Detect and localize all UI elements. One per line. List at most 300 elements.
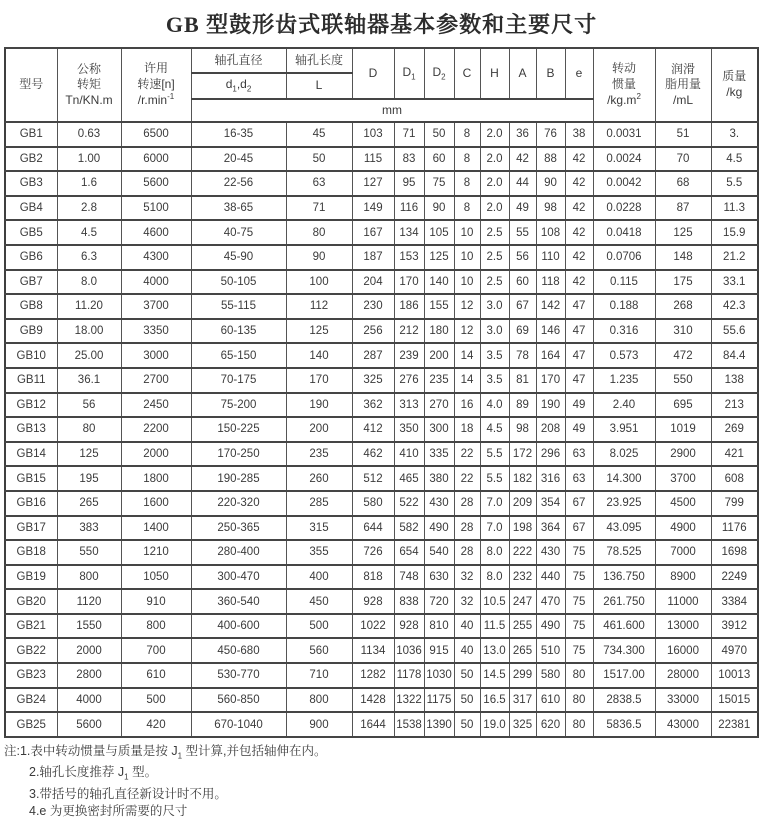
cell: 3700 [121, 294, 191, 319]
cell: 49 [565, 417, 593, 442]
cell: 43000 [655, 712, 711, 737]
cell: 125 [424, 245, 454, 270]
cell: GB17 [5, 516, 57, 541]
cell: 800 [286, 688, 352, 713]
cell: 6500 [121, 122, 191, 147]
cell: 110 [536, 245, 565, 270]
cell: 88 [536, 147, 565, 172]
cell: 28 [454, 540, 480, 565]
cell: 1322 [394, 688, 424, 713]
cell: 2.5 [480, 245, 509, 270]
cell: 56 [509, 245, 536, 270]
cell: 63 [565, 442, 593, 467]
table-row [5, 663, 758, 688]
header-d1-subscript: 1 [232, 84, 237, 94]
cell: 213 [711, 393, 758, 418]
cell: 12 [454, 319, 480, 344]
cell: 138 [711, 368, 758, 393]
header-row-1 [5, 48, 758, 73]
cell: GB22 [5, 638, 57, 663]
cell: 148 [655, 245, 711, 270]
cell: 410 [394, 442, 424, 467]
notes [4, 743, 763, 819]
cell: 8.025 [593, 442, 655, 467]
cell: 200 [286, 417, 352, 442]
cell: 8.0 [480, 540, 509, 565]
cell: 285 [286, 491, 352, 516]
cell: 734.300 [593, 638, 655, 663]
cell: 8 [454, 171, 480, 196]
cell: 80 [565, 663, 593, 688]
header-inertia-unit: /kg.m [607, 93, 637, 108]
cell: 42 [565, 171, 593, 196]
cell: 103 [352, 122, 394, 147]
cell: 90 [424, 196, 454, 221]
cell: 250-365 [191, 516, 286, 541]
cell: 40-75 [191, 220, 286, 245]
cell: 0.0042 [593, 171, 655, 196]
cell: 654 [394, 540, 424, 565]
cell: 33000 [655, 688, 711, 713]
cell: 440 [536, 565, 565, 590]
header-bore-length [286, 48, 352, 73]
cell: 7000 [655, 540, 711, 565]
cell: 209 [509, 491, 536, 516]
cell: 235 [286, 442, 352, 467]
cell: 23.925 [593, 491, 655, 516]
cell: 116 [394, 196, 424, 221]
cell: 11.20 [57, 294, 121, 319]
header-dim-D1-subscript: 1 [411, 72, 416, 81]
cell: 2.40 [593, 393, 655, 418]
header-dim-e-label: e [575, 65, 583, 80]
cell: 4.5 [480, 417, 509, 442]
cell: 608 [711, 466, 758, 491]
cell: 60-135 [191, 319, 286, 344]
cell: 580 [536, 663, 565, 688]
cell: 430 [424, 491, 454, 516]
cell: 18.00 [57, 319, 121, 344]
cell: 2700 [121, 368, 191, 393]
cell: 80 [57, 417, 121, 442]
cell: 1175 [424, 688, 454, 713]
cell: 42 [509, 147, 536, 172]
cell: 12 [454, 294, 480, 319]
cell: 4600 [121, 220, 191, 245]
cell: 910 [121, 589, 191, 614]
cell: 630 [424, 565, 454, 590]
cell: 75 [424, 171, 454, 196]
header-speed-line2: 转速[n] [137, 76, 175, 91]
header-inertia-line2: 惯量 [611, 76, 636, 91]
table-row [5, 171, 758, 196]
header-L-label: L [315, 78, 323, 93]
cell: GB10 [5, 343, 57, 368]
cell: 146 [536, 319, 565, 344]
table-row [5, 245, 758, 270]
cell: 15.9 [711, 220, 758, 245]
cell: 45 [286, 122, 352, 147]
table-row [5, 319, 758, 344]
cell: 383 [57, 516, 121, 541]
cell: 280-400 [191, 540, 286, 565]
cell: 928 [394, 614, 424, 639]
cell: 47 [565, 368, 593, 393]
cell: 3. [711, 122, 758, 147]
cell: 67 [565, 516, 593, 541]
note-line-3 [4, 786, 763, 803]
cell: 335 [424, 442, 454, 467]
cell: 8.0 [57, 270, 121, 295]
cell: 222 [509, 540, 536, 565]
cell: 198 [509, 516, 536, 541]
cell: 187 [352, 245, 394, 270]
cell: 3.0 [480, 319, 509, 344]
cell: 300 [424, 417, 454, 442]
cell: 0.63 [57, 122, 121, 147]
cell: 2.5 [480, 220, 509, 245]
cell: 50-105 [191, 270, 286, 295]
cell: 315 [286, 516, 352, 541]
cell: 1390 [424, 712, 454, 737]
cell: 695 [655, 393, 711, 418]
cell: 1800 [121, 466, 191, 491]
cell: 799 [711, 491, 758, 516]
cell: GB20 [5, 589, 57, 614]
cell: 0.0706 [593, 245, 655, 270]
table-row [5, 466, 758, 491]
cell: GB8 [5, 294, 57, 319]
cell: 50 [286, 147, 352, 172]
cell: 560-850 [191, 688, 286, 713]
cell: 47 [565, 294, 593, 319]
cell: 98 [536, 196, 565, 221]
note-1-text: 注:1.表中转动惯量与质量是按 J [4, 743, 178, 758]
cell: 68 [655, 171, 711, 196]
cell: 1019 [655, 417, 711, 442]
header-bore-diameter-symbols [191, 73, 286, 99]
cell: 16-35 [191, 122, 286, 147]
cell: 6000 [121, 147, 191, 172]
cell: 186 [394, 294, 424, 319]
table-header [5, 48, 758, 122]
cell: 127 [352, 171, 394, 196]
header-speed [121, 48, 191, 122]
cell: 67 [565, 491, 593, 516]
cell: 2.5 [480, 270, 509, 295]
cell: 190-285 [191, 466, 286, 491]
header-d2-subscript: 2 [246, 84, 252, 94]
cell: 412 [352, 417, 394, 442]
header-d2-base: ,d [236, 77, 247, 92]
header-torque-line3: Tn/KN.m [65, 92, 113, 107]
cell: 4000 [121, 270, 191, 295]
table-row [5, 565, 758, 590]
cell: 28 [454, 491, 480, 516]
header-model-label: 型号 [19, 77, 44, 92]
cell: 3700 [655, 466, 711, 491]
cell: 13.0 [480, 638, 509, 663]
header-torque [57, 48, 121, 122]
header-dim-D1-base: D [402, 64, 412, 79]
note-2-subscript: 1 [124, 772, 129, 782]
header-dim-A [509, 48, 536, 99]
table-row [5, 688, 758, 713]
cell: 19.0 [480, 712, 509, 737]
header-inertia-line3 [595, 92, 654, 109]
cell: 0.115 [593, 270, 655, 295]
cell: 195 [57, 466, 121, 491]
header-dim-D [352, 48, 394, 99]
cell: 98 [509, 417, 536, 442]
cell: 142 [536, 294, 565, 319]
cell: 461.600 [593, 614, 655, 639]
cell: 112 [286, 294, 352, 319]
cell: 170-250 [191, 442, 286, 467]
cell: 3000 [121, 343, 191, 368]
cell: 550 [57, 540, 121, 565]
header-inertia-exponent: 2 [636, 92, 641, 102]
cell: 55-115 [191, 294, 286, 319]
cell: 11.3 [711, 196, 758, 221]
cell: GB2 [5, 147, 57, 172]
table-row [5, 122, 758, 147]
cell: 78 [509, 343, 536, 368]
table-row [5, 294, 758, 319]
cell: 0.0228 [593, 196, 655, 221]
table-row [5, 712, 758, 737]
cell: 208 [536, 417, 565, 442]
cell: 2.0 [480, 171, 509, 196]
cell: 22 [454, 442, 480, 467]
cell: 512 [352, 466, 394, 491]
cell: 450-680 [191, 638, 286, 663]
table-row [5, 540, 758, 565]
cell: 560 [286, 638, 352, 663]
header-bore-length-symbol [286, 73, 352, 99]
note-1-subscript: 1 [177, 751, 183, 761]
cell: 3.0 [480, 294, 509, 319]
header-dim-H [480, 48, 509, 99]
cell: 11000 [655, 589, 711, 614]
note-line-2 [4, 764, 763, 786]
cell: 2900 [655, 442, 711, 467]
cell: 75-200 [191, 393, 286, 418]
cell: 261.750 [593, 589, 655, 614]
cell: 32 [454, 589, 480, 614]
header-d1-base: d [225, 77, 233, 92]
cell: 164 [536, 343, 565, 368]
cell: 0.0024 [593, 147, 655, 172]
cell: 5600 [57, 712, 121, 737]
cell: 60 [424, 147, 454, 172]
cell: 0.0031 [593, 122, 655, 147]
cell: 4.5 [57, 220, 121, 245]
cell: 2000 [121, 442, 191, 467]
cell: 45-90 [191, 245, 286, 270]
cell: 8 [454, 147, 480, 172]
cell: 55.6 [711, 319, 758, 344]
table-row [5, 220, 758, 245]
cell: 42 [565, 270, 593, 295]
cell: 15015 [711, 688, 758, 713]
cell: 1517.00 [593, 663, 655, 688]
cell: 2.8 [57, 196, 121, 221]
cell: 63 [286, 171, 352, 196]
cell: 915 [424, 638, 454, 663]
cell: 462 [352, 442, 394, 467]
cell: 180 [424, 319, 454, 344]
cell: 3.5 [480, 343, 509, 368]
table-row [5, 368, 758, 393]
cell: 8 [454, 122, 480, 147]
header-dim-H-label: H [490, 65, 499, 80]
header-dim-D2-subscript: 2 [441, 72, 446, 81]
cell: 10 [454, 245, 480, 270]
table-row [5, 147, 758, 172]
cell: 255 [509, 614, 536, 639]
cell: GB12 [5, 393, 57, 418]
cell: 81 [509, 368, 536, 393]
cell: GB21 [5, 614, 57, 639]
header-speed-line3 [123, 92, 190, 109]
cell: 235 [424, 368, 454, 393]
table-row [5, 491, 758, 516]
cell: 1022 [352, 614, 394, 639]
cell: 167 [352, 220, 394, 245]
cell: 42 [565, 196, 593, 221]
header-torque-line2: 转矩 [76, 77, 101, 92]
cell: 71 [286, 196, 352, 221]
cell: 239 [394, 343, 424, 368]
cell: 1036 [394, 638, 424, 663]
cell: 0.316 [593, 319, 655, 344]
table-row [5, 638, 758, 663]
table-row [5, 393, 758, 418]
cell: 350 [394, 417, 424, 442]
table-row [5, 196, 758, 221]
cell: 80 [286, 220, 352, 245]
header-dim-D1 [394, 48, 424, 99]
cell: 75 [565, 638, 593, 663]
cell: 14.5 [480, 663, 509, 688]
note-4-text: 4.e 为更换密封所需要的尺寸 [29, 803, 188, 818]
cell: 360-540 [191, 589, 286, 614]
cell: 256 [352, 319, 394, 344]
cell: 2000 [57, 638, 121, 663]
cell: 1178 [394, 663, 424, 688]
cell: 4300 [121, 245, 191, 270]
cell: 3.5 [480, 368, 509, 393]
cell: 3350 [121, 319, 191, 344]
cell: 1538 [394, 712, 424, 737]
cell: 4500 [655, 491, 711, 516]
note-3-text: 3.带括号的轴孔直径新设计时不用。 [29, 786, 227, 801]
cell: 43.095 [593, 516, 655, 541]
cell: 1600 [121, 491, 191, 516]
cell: 580 [352, 491, 394, 516]
cell: 170 [536, 368, 565, 393]
cell: 42 [565, 245, 593, 270]
cell: 1.235 [593, 368, 655, 393]
cell: 16000 [655, 638, 711, 663]
cell: 40 [454, 614, 480, 639]
cell: 115 [352, 147, 394, 172]
cell: 1210 [121, 540, 191, 565]
cell: 8 [454, 196, 480, 221]
cell: 28000 [655, 663, 711, 688]
cell: 50 [454, 688, 480, 713]
cell: 65-150 [191, 343, 286, 368]
cell: GB7 [5, 270, 57, 295]
cell: 1282 [352, 663, 394, 688]
cell: 47 [565, 319, 593, 344]
cell: GB13 [5, 417, 57, 442]
cell: 75 [565, 540, 593, 565]
table-row [5, 417, 758, 442]
cell: 105 [424, 220, 454, 245]
header-grease-line1: 润滑 [670, 61, 695, 76]
cell: 800 [57, 565, 121, 590]
header-dim-e [565, 48, 593, 99]
cell: 40 [454, 638, 480, 663]
cell: 175 [655, 270, 711, 295]
cell: 610 [121, 663, 191, 688]
header-unit-mm [191, 99, 593, 122]
cell: 18 [454, 417, 480, 442]
cell: 1644 [352, 712, 394, 737]
cell: 450 [286, 589, 352, 614]
table-row [5, 589, 758, 614]
cell: GB11 [5, 368, 57, 393]
cell: 470 [536, 589, 565, 614]
cell: 21.2 [711, 245, 758, 270]
cell: 7.0 [480, 516, 509, 541]
cell: 10 [454, 270, 480, 295]
table-row [5, 614, 758, 639]
cell: 155 [424, 294, 454, 319]
cell: 270 [424, 393, 454, 418]
cell: 362 [352, 393, 394, 418]
cell: 325 [509, 712, 536, 737]
cell: 421 [711, 442, 758, 467]
cell: 182 [509, 466, 536, 491]
cell: 42.3 [711, 294, 758, 319]
cell: GB16 [5, 491, 57, 516]
cell: GB24 [5, 688, 57, 713]
cell: GB1 [5, 122, 57, 147]
header-speed-exponent: -1 [167, 92, 175, 102]
cell: 2.0 [480, 122, 509, 147]
cell: 268 [655, 294, 711, 319]
cell: 84.4 [711, 343, 758, 368]
cell: 212 [394, 319, 424, 344]
header-dim-C-label: C [462, 65, 472, 80]
cell: 16 [454, 393, 480, 418]
note-1-text-after: 型计算,并包括轴伸在内。 [182, 743, 327, 758]
cell: 2.0 [480, 196, 509, 221]
cell: 5.5 [480, 442, 509, 467]
cell: 364 [536, 516, 565, 541]
cell: GB4 [5, 196, 57, 221]
cell: 710 [286, 663, 352, 688]
cell: 49 [509, 196, 536, 221]
cell: 310 [655, 319, 711, 344]
header-inertia-line1: 转动 [611, 61, 636, 76]
cell: 63 [565, 466, 593, 491]
cell: 89 [509, 393, 536, 418]
page-title: GB 型鼓形齿式联轴器基本参数和主要尺寸 [165, 12, 598, 37]
